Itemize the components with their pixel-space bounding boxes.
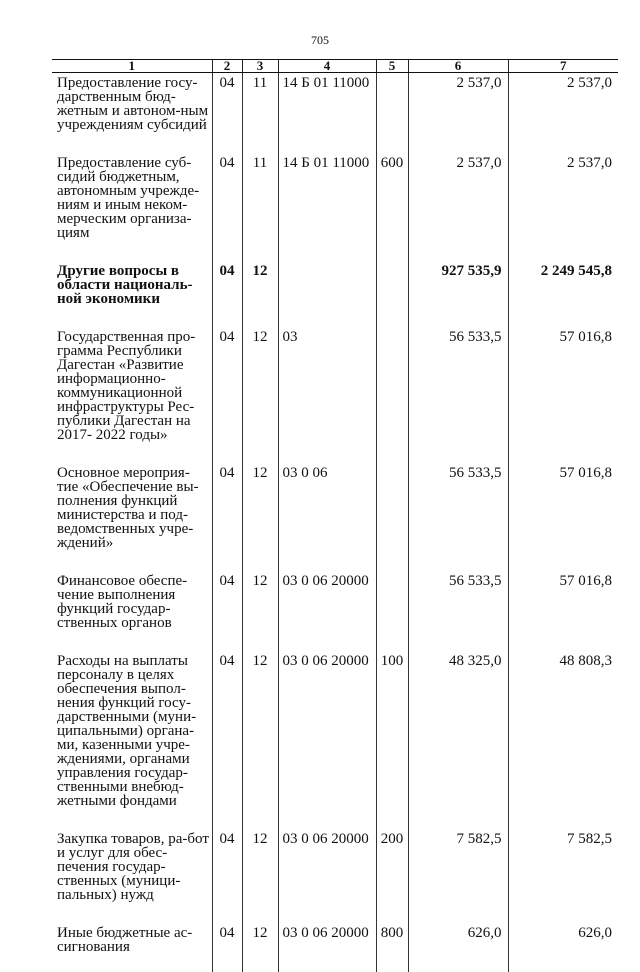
header-cell: 3 <box>242 60 278 73</box>
table-body <box>52 73 618 972</box>
expense-type-code <box>376 568 408 648</box>
subsection-code: 12 <box>242 920 278 972</box>
amount-col6: 56 533,5 <box>408 324 508 460</box>
table-row <box>52 920 618 972</box>
subsection-code: 11 <box>242 73 278 151</box>
header-cell: 7 <box>508 60 618 73</box>
expense-type-code: 100 <box>376 648 408 826</box>
section-code: 04 <box>212 324 242 460</box>
expense-type-code <box>376 258 408 324</box>
section-code: 04 <box>212 568 242 648</box>
subsection-code: 12 <box>242 648 278 826</box>
subsection-code: 12 <box>242 460 278 568</box>
amount-col7: 2 537,0 <box>508 73 618 151</box>
section-code: 04 <box>212 73 242 151</box>
subsection-code: 11 <box>242 150 278 258</box>
item-name: Другие вопросы в области националь-ной экономики <box>52 258 212 324</box>
amount-col6: 48 325,0 <box>408 648 508 826</box>
amount-col7: 57 016,8 <box>508 324 618 460</box>
subsection-code: 12 <box>242 568 278 648</box>
target-article-code: 03 0 06 20000 <box>278 648 376 826</box>
amount-col6: 927 535,9 <box>408 258 508 324</box>
table-row <box>52 460 618 568</box>
subsection-code: 12 <box>242 258 278 324</box>
expense-type-code <box>376 324 408 460</box>
header-cell: 4 <box>278 60 376 73</box>
target-article-code: 14 Б 01 11000 <box>278 150 376 258</box>
target-article-code: 14 Б 01 11000 <box>278 73 376 151</box>
target-article-code: 03 0 06 <box>278 460 376 568</box>
item-name: Финансовое обеспе-чение выполнения функций государ-ственных органов <box>52 568 212 648</box>
item-name: Основное мероприя-тие «Обеспечение вы-полнения функций министерства и под-ведомственных учре-ждений» <box>52 460 212 568</box>
table-row <box>52 73 618 151</box>
amount-col7: 2 249 545,8 <box>508 258 618 324</box>
header-cell: 5 <box>376 60 408 73</box>
amount-col7: 7 582,5 <box>508 826 618 920</box>
amount-col6: 56 533,5 <box>408 460 508 568</box>
header-cell: 6 <box>408 60 508 73</box>
target-article-code: 03 0 06 20000 <box>278 568 376 648</box>
section-code: 04 <box>212 826 242 920</box>
section-code: 04 <box>212 150 242 258</box>
amount-col6: 2 537,0 <box>408 73 508 151</box>
amount-col6: 2 537,0 <box>408 150 508 258</box>
page-number: 705 <box>0 33 640 48</box>
expense-type-code: 200 <box>376 826 408 920</box>
target-article-code: 03 <box>278 324 376 460</box>
section-code: 04 <box>212 460 242 568</box>
expense-type-code: 800 <box>376 920 408 972</box>
item-name: Иные бюджетные ас-сигнования <box>52 920 212 972</box>
amount-col7: 57 016,8 <box>508 568 618 648</box>
item-name: Расходы на выплаты персоналу в целях обеспечения выпол-нения функций госу-дарственными (муни-ципальными) органа-ми, казенными учре-ждениями, органами управления государ-ственными внебюд-жетными фондами <box>52 648 212 826</box>
table-row <box>52 648 618 826</box>
expense-type-code <box>376 73 408 151</box>
subsection-code: 12 <box>242 826 278 920</box>
target-article-code <box>278 258 376 324</box>
table-row <box>52 826 618 920</box>
table-row <box>52 258 618 324</box>
amount-col7: 2 537,0 <box>508 150 618 258</box>
item-name: Предоставление суб-сидий бюджетным, автономным учрежде-ниям и иным неком-мерческим организа-циям <box>52 150 212 258</box>
section-code: 04 <box>212 648 242 826</box>
table-row <box>52 150 618 258</box>
item-name: Предоставление госу-дарственным бюд-жетным и автоном-ным учреждениям субсидий <box>52 73 212 151</box>
item-name: Закупка товаров, ра-бот и услуг для обес-печения государ-ственных (муници-пальных) нужд <box>52 826 212 920</box>
amount-col6: 626,0 <box>408 920 508 972</box>
header-cell: 2 <box>212 60 242 73</box>
target-article-code: 03 0 06 20000 <box>278 826 376 920</box>
table-row <box>52 568 618 648</box>
amount-col7: 48 808,3 <box>508 648 618 826</box>
table-header <box>52 60 618 73</box>
subsection-code: 12 <box>242 324 278 460</box>
expense-type-code: 600 <box>376 150 408 258</box>
table-row <box>52 324 618 460</box>
header-cell: 1 <box>52 60 212 73</box>
section-code: 04 <box>212 920 242 972</box>
amount-col6: 56 533,5 <box>408 568 508 648</box>
amount-col7: 626,0 <box>508 920 618 972</box>
expense-type-code <box>376 460 408 568</box>
item-name: Государственная про-грамма Республики Дагестан «Развитие информационно-коммуникационной инфраструктуры Рес-публики Дагестан на 2017- 2022 годы» <box>52 324 212 460</box>
amount-col6: 7 582,5 <box>408 826 508 920</box>
amount-col7: 57 016,8 <box>508 460 618 568</box>
target-article-code: 03 0 06 20000 <box>278 920 376 972</box>
section-code: 04 <box>212 258 242 324</box>
budget-table <box>52 59 618 972</box>
